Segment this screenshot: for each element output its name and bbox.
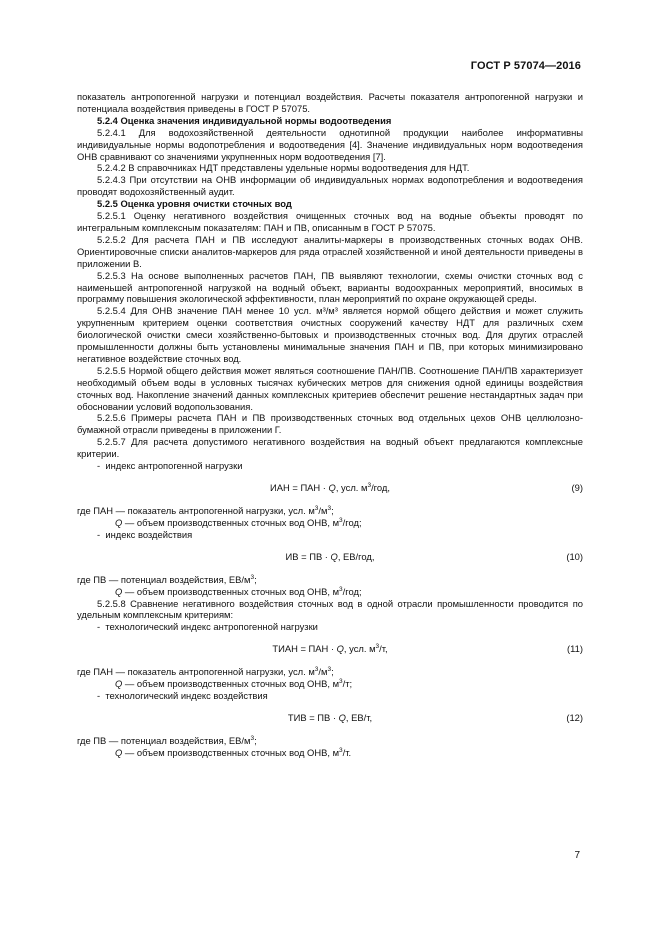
where-line-10-q: Q — объем производственных сточных вод ОНВ, $м^3$/год; (115, 585, 362, 597)
where-line-10-pv: где ПВ — потенциал воздействия, $ЕВ/м^3$; (77, 573, 257, 585)
where-line-11-q: Q — объем производственных сточных вод ОНВ, $м^3/т$; (115, 678, 353, 690)
paragraph-5-2-5-4: 5.2.5.4 Для ОНВ значение ПАН менее 10 усл. м³/м³ является нормой общего действия и может служить укрупненным критерием оценки соответствия очистных сооружений качеству НДТ для различных схем биологической очистки смеси хозяйственно-бытовых и производственных сточных вод. Для других отраслей промышленности должны быть установлены минимальные значения ПАН и ПВ, при которых минимизировано негативное воздействие сточных вод. (77, 305, 583, 364)
formula-12-number: (12) (566, 711, 583, 723)
where-line-9-q: Q — объем производственных сточных вод ОНВ, $м^3$/год; (115, 516, 362, 528)
formula-10-number: (10) (566, 550, 583, 562)
formula-10 (77, 548, 583, 565)
formula-11-number: (11) (567, 643, 583, 655)
paragraph-continuation: показатель антропогенной нагрузки и потенциал воздействия. Расчеты показателя антропогенной нагрузки и потенциала воздействия приведены в ГОСТ Р 57075. (77, 91, 583, 114)
formula-10-expression: ИВ = ПВ · Q, ЕВ/год, (285, 550, 375, 562)
section-heading-5-2-5: 5.2.5 Оценка уровня очистки сточных вод (97, 198, 292, 210)
document-header-id: ГОСТ Р 57074—2016 (470, 60, 581, 72)
paragraph-5-2-5-8: 5.2.5.8 Сравнение негативного воздействия сточных вод в одной отрасли промышленности проводится по удельным комплексным критериям: (77, 597, 583, 621)
formula-11 (77, 640, 583, 657)
formula-11-expression: ТИАН = ПАН · Q, усл. $м^3/т$, (272, 643, 388, 655)
paragraph-5-2-4-2: 5.2.4.2 В справочниках НДТ представлены удельные нормы водоотведения для НДТ. (97, 162, 470, 174)
section-heading-5-2-4: 5.2.4 Оценка значения индивидуальной нормы водоотведения (97, 114, 392, 126)
where-line-12-pv: где ПВ — потенциал воздействия, $ЕВ/м^3$; (77, 734, 257, 746)
where-line-11-pan: где ПАН — показатель антропогенной нагрузки, усл. $м^3/м^3$; (77, 666, 334, 678)
list-item-tech-index-load: - технологический индекс антропогенной нагрузки (77, 621, 583, 633)
paragraph-5-2-5-1: 5.2.5.1 Оценку негативного воздействия очищенных сточных вод на водные объекты проводят по интегральным комплексным показателям: ПАН и ПВ, описанным в ГОСТ Р 57075. (77, 210, 583, 233)
list-item-index-load: - индекс антропогенной нагрузки (77, 460, 583, 472)
page-number: 7 (574, 850, 580, 861)
list-item-index-impact: - индекс воздействия (77, 529, 583, 541)
formula-9 (77, 479, 583, 496)
document-body (77, 91, 583, 759)
formula-12 (77, 709, 583, 726)
formula-9-number: (9) (571, 482, 583, 493)
paragraph-5-2-5-6: 5.2.5.6 Примеры расчета ПАН и ПВ производственных сточных вод отдельных цехов ОНВ целлюлозно-бумажной отрасли приведены в приложении Г. (77, 412, 583, 436)
paragraph-5-2-4-1: 5.2.4.1 Для водохозяйственной деятельности однотипной продукции наиболее информативны индивидуальные нормы водопотребления и водоотведения [4]. Значение индивидуальных норм водоотведения ОНВ сравнивают со значениями укрупненных норм водоотведения [7]. (77, 126, 583, 162)
where-line-12-q: Q — объем производственных сточных вод ОНВ, $м^3/т$. (115, 746, 352, 758)
paragraph-5-2-5-3: 5.2.5.3 На основе выполненных расчетов ПАН, ПВ выявляют технологии, схемы очистки сточных вод с наименьшей антропогенной нагрузкой на водный объект, варианты водоохранных мероприятий, вносимых в программу повышения экологической эффективности, план мероприятий по охране окружающей среды. (77, 269, 583, 305)
where-line-9-pan: где ПАН — показатель антропогенной нагрузки, усл. $м^3/м^3$; (77, 505, 334, 516)
formula-9-expression: ИАН = ПАН · Q, усл. $м^3$/год, (270, 482, 390, 493)
paragraph-5-2-5-2: 5.2.5.2 Для расчета ПАН и ПВ исследуют аналиты-маркеры в производственных сточных водах ОНВ. Ориентировочные списки аналитов-маркеров для ряда отраслей хозяйственной и иной деятельности приведены в приложении В. (77, 233, 583, 269)
paragraph-5-2-5-5: 5.2.5.5 Нормой общего действия может являться соотношение ПАН/ПВ. Соотношение ПАН/ПВ характеризует необходимый объем воды в условных тысячах кубических метров для снижения одной единицы воздействия сточных вод. Накопление значений данных комплексных критериев обеспечит решение нестандартных задач при обосновании условий водопользования. (77, 364, 583, 412)
paragraph-5-2-5-7: 5.2.5.7 Для расчета допустимого негативного воздействия на водный объект предлагаются комплексные критерии. (77, 436, 583, 460)
paragraph-5-2-4-3: 5.2.4.3 При отсутствии на ОНВ информации об индивидуальных нормах водопотребления и водоотведения проводят водохозяйственный аудит. (77, 174, 583, 198)
formula-12-expression: ТИВ = ПВ · Q, ЕВ/т, (287, 711, 373, 723)
list-item-tech-index-impact: - технологический индекс воздействия (77, 690, 583, 702)
